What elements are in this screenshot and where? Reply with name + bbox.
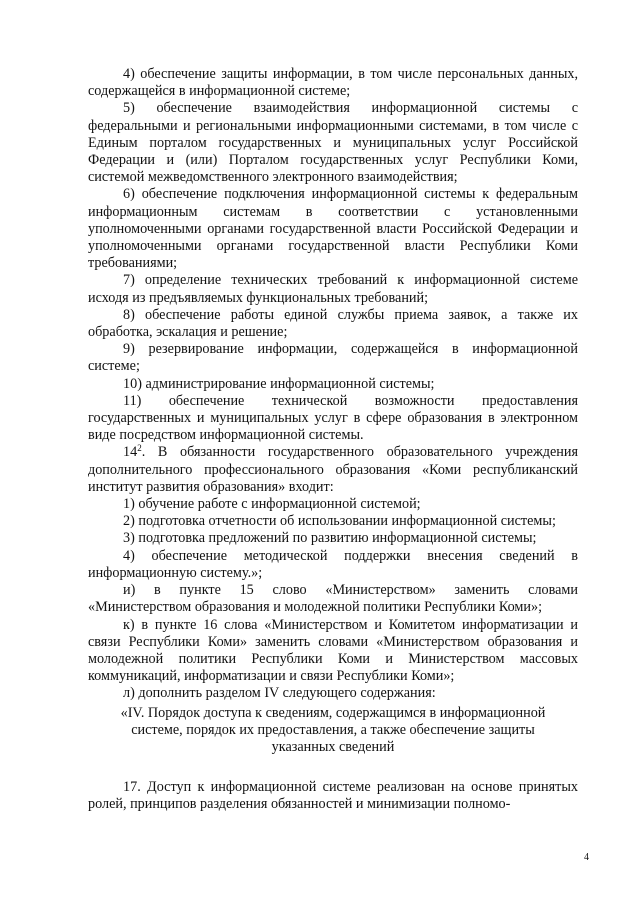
paragraph-duty-4-support: 4) обеспечение методической поддержки внесения сведений в информационную систему.»; <box>88 547 578 581</box>
section-heading-line-3: указанных сведений <box>271 739 395 756</box>
clause-text: . В обязанности государственного образовательного учреждения дополнительного профессионального образования «Коми республиканский институт развития образования» входит: <box>88 444 578 495</box>
paragraph-amend-i: и) в пункте 15 слово «Министерством» заменить словами «Министерством образования и молодежной политики Республики Коми»; <box>88 582 578 616</box>
section-heading <box>88 705 578 757</box>
paragraph-item-7-requirements: 7) определение технических требований к информационной системе исходя из предъявляемых функциональных требований; <box>88 272 578 306</box>
paragraph-item-4-protection: 4) обеспечение защиты информации, в том числе персональных данных, содержащейся в информационной системе; <box>88 66 578 100</box>
section-spacer <box>88 757 578 779</box>
clause-number: 14 <box>123 444 138 461</box>
page-number: 4 <box>584 852 589 863</box>
paragraph-item-11-services: 11) обеспечение технической возможности предоставления государственных и муниципальных услуг в сфере образования в электронном виде посредством информационной системы. <box>88 392 578 444</box>
paragraph-item-6-connection: 6) обеспечение подключения информационной системы к федеральным информационным системам в соответствии с установленными уполномоченными органами государственной власти Российской Федерации и уполномоченными органами государственной власти Республики Коми требованиями; <box>88 186 578 272</box>
paragraph-item-8-service-desk: 8) обеспечение работы единой службы приема заявок, а также их обработка, эскалация и решение; <box>88 306 578 341</box>
paragraph-duty-2-reporting: 2) подготовка отчетности об использовании информационной системы; <box>123 513 556 530</box>
section-heading-line-1: «IV. Порядок доступа к сведениям, содержащимся в информационной <box>120 704 546 721</box>
clause-superscript: 2 <box>137 443 142 454</box>
paragraph-amend-k: к) в пункте 16 слова «Министерством и Комитетом информатизации и связи Республики Коми» заменить словами «Министерством образования и молодежной политики Республики Коми и Министерством массовых коммуникаций, информатизации и связи Республики Коми»; <box>88 616 578 685</box>
paragraph-clause-17: 17. Доступ к информационной системе реализован на основе принятых ролей, принципов разделения обязанностей и минимизации полномо- <box>88 778 578 812</box>
paragraph-amend-l: л) дополнить разделом IV следующего содержания: <box>123 685 436 702</box>
paragraph-duty-1-training: 1) обучение работе с информационной системой; <box>123 496 421 513</box>
paragraph-clause-14-2 <box>88 444 578 496</box>
paragraph-duty-3-proposals: 3) подготовка предложений по развитию информационной системы; <box>123 530 537 547</box>
document-body <box>88 66 578 813</box>
paragraph-item-10-admin: 10) администрирование информационной системы; <box>123 375 435 392</box>
paragraph-item-5-interaction: 5) обеспечение взаимодействия информационной системы с федеральными и региональными информационными системами, в том числе с Единым порталом государственных и муниципальных услуг Российской Федерации и (или) Порталом государственных услуг Республики Коми, системой межведомственного электронного взаимодействия; <box>88 100 578 186</box>
paragraph-item-9-backup: 9) резервирование информации, содержащейся в информационной системе; <box>88 341 578 375</box>
section-heading-line-2: системе, порядок их предоставления, а также обеспечение защиты <box>131 721 535 738</box>
